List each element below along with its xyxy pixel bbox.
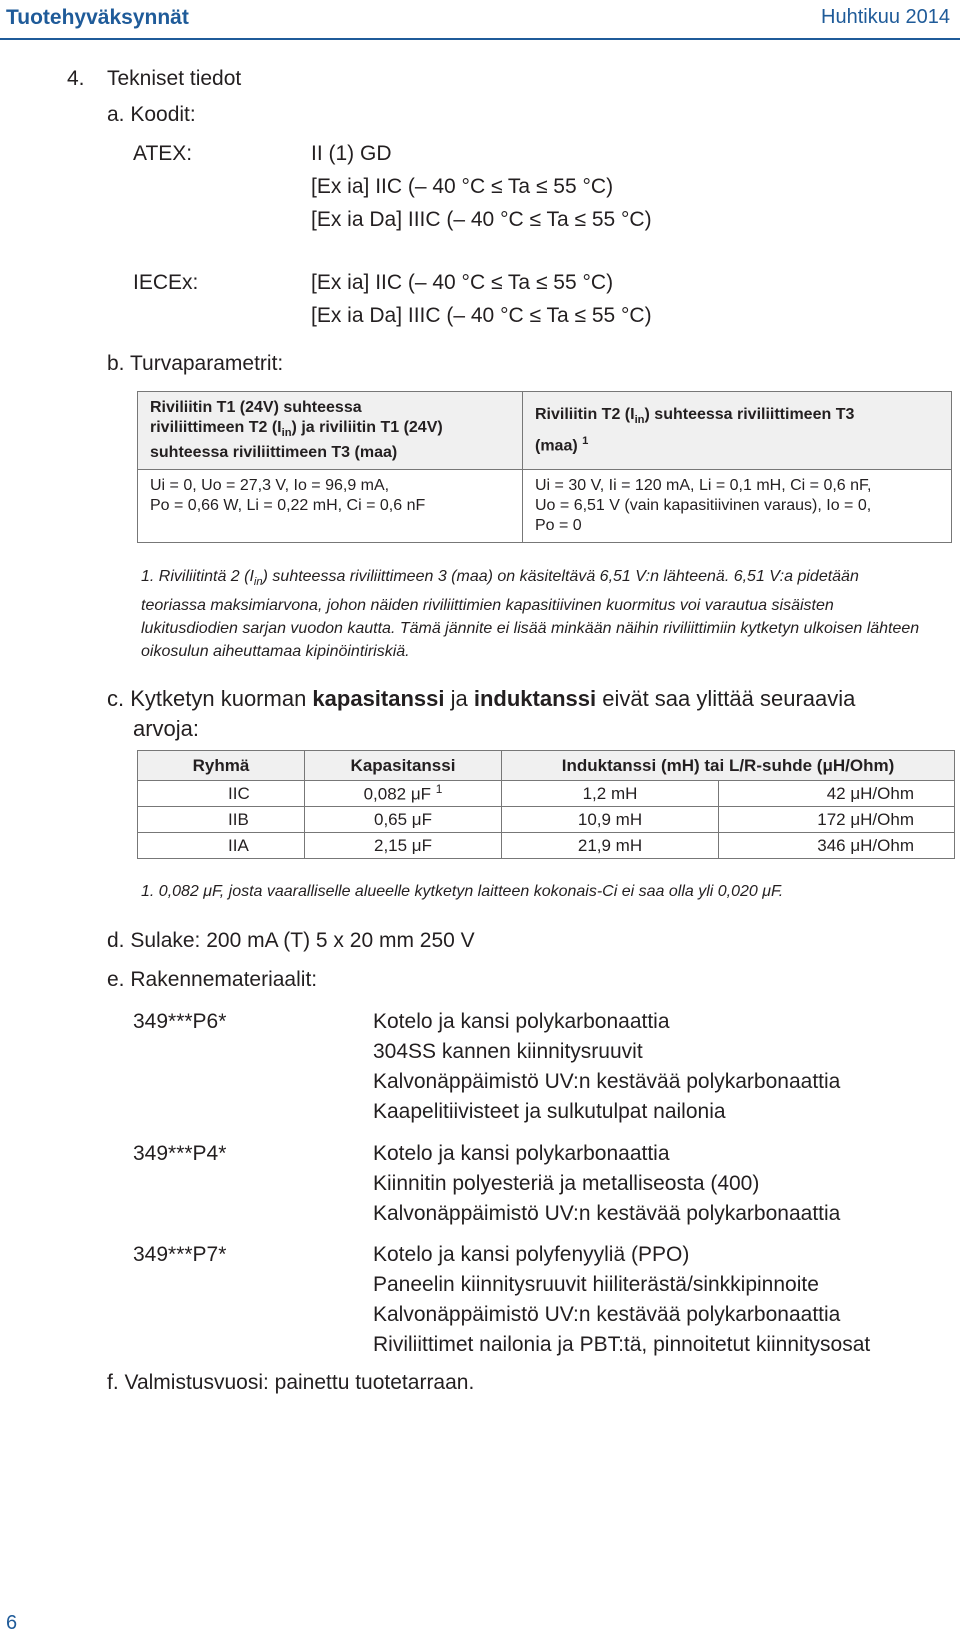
inductance-cell: 1,2 mH xyxy=(502,781,719,807)
safety-col1-header: Riviliitin T1 (24V) suhteessa riviliittimeen T2 $(I_{in})$ ja riviliitin T1 (24V) suhteessa riviliittimeen T3 (maa) xyxy=(138,392,523,470)
safety-col2-value: Ui = 30 V, Ii = 120 mA, Li = 0,1 mH, Ci = 0,6 nF, Uo = 6,51 V (vain kapasitiivinen varaus), Io = 0, Po = 0 xyxy=(523,470,952,543)
material-line: Riviliittimet nailonia ja PBT:tä, pinnoitetut kiinnitysosat xyxy=(373,1333,871,1356)
table-header-row xyxy=(138,751,955,781)
safety-label: b. Turvaparametrit: xyxy=(107,352,284,375)
fuse-spec: d. Sulake: 200 mA (T) 5 x 20 mm 250 V xyxy=(107,929,475,952)
material-line: Kaapelitiivisteet ja sulkutulpat nailonia xyxy=(373,1100,726,1123)
material-line: Kotelo ja kansi polykarbonaattia xyxy=(373,1142,670,1165)
col-header-capacitance: Kapasitanssi xyxy=(305,751,502,781)
iecex-label: IECEx: xyxy=(133,271,199,294)
group-cell: IIC xyxy=(138,781,305,807)
col-header-group: Ryhmä xyxy=(138,751,305,781)
col-header-inductance: Induktanssi (mH) tai L/R-suhde (μH/Ohm) xyxy=(502,751,955,781)
load-intro-cont: arvoja: xyxy=(133,716,200,741)
table-row xyxy=(138,807,955,833)
group-cell: IIB xyxy=(138,807,305,833)
material-code: 349***P7* xyxy=(133,1243,227,1266)
atex-line: [Ex ia] IIC (– 40 °C ≤ Ta ≤ 55 °C) xyxy=(311,175,614,198)
safety-parameters-table xyxy=(137,391,952,543)
load-values-table xyxy=(137,750,955,859)
material-code: 349***P4* xyxy=(133,1142,227,1165)
material-line: Kalvonäppäimistö UV:n kestävää polykarbonaattia xyxy=(373,1202,841,1225)
lr-ratio-cell: 172 μH/Ohm xyxy=(719,807,955,833)
table-row xyxy=(138,781,955,807)
inductance-cell: 21,9 mH xyxy=(502,833,719,859)
atex-label: ATEX: xyxy=(133,142,193,165)
atex-line: II (1) GD xyxy=(311,142,392,165)
header-title: Tuotehyväksynnät xyxy=(6,6,189,29)
material-code: 349***P6* xyxy=(133,1010,227,1033)
material-line: Kiinnitin polyesteriä ja metalliseosta (400) xyxy=(373,1172,760,1195)
material-line: 304SS kannen kiinnitysruuvit xyxy=(373,1040,643,1063)
table-row xyxy=(138,470,952,543)
section-number: 4. xyxy=(67,67,85,90)
iecex-line: [Ex ia Da] IIIC (– 40 °C ≤ Ta ≤ 55 °C) xyxy=(311,304,652,327)
table-header-row xyxy=(138,392,952,470)
header-date: Huhtikuu 2014 xyxy=(821,6,950,28)
safety-col2-header: Riviliitin T2 $(I_{in})$ suhteessa riviliittimeen T3 (maa) $^1$ xyxy=(523,392,952,470)
lr-ratio-cell: 346 μH/Ohm xyxy=(719,833,955,859)
material-line: Kalvonäppäimistö UV:n kestävää polykarbonaattia xyxy=(373,1303,841,1326)
table-row xyxy=(138,833,955,859)
load-intro: c. Kytketyn kuorman kapasitanssi ja induktanssi eivät saa ylittää seuraavia xyxy=(107,686,856,711)
material-line: Paneelin kiinnitysruuvit hiiliterästä/sinkkipinnoite xyxy=(373,1273,819,1296)
capacitance-cell: 0,082 μF $^1$ xyxy=(305,781,502,807)
atex-line: [Ex ia Da] IIIC (– 40 °C ≤ Ta ≤ 55 °C) xyxy=(311,208,652,231)
inductance-cell: 10,9 mH xyxy=(502,807,719,833)
manufacture-year: f. Valmistusvuosi: painettu tuotetarraan. xyxy=(107,1371,475,1394)
material-line: Kotelo ja kansi polyfenyyliä (PPO) xyxy=(373,1243,690,1266)
capacitance-cell: 0,65 μF xyxy=(305,807,502,833)
lr-ratio-cell: 42 μH/Ohm xyxy=(719,781,955,807)
material-line: Kalvonäppäimistö UV:n kestävää polykarbonaattia xyxy=(373,1070,841,1093)
material-line: Kotelo ja kansi polykarbonaattia xyxy=(373,1010,670,1033)
section-title: Tekniset tiedot xyxy=(107,67,242,90)
capacitance-cell: 2,15 μF xyxy=(305,833,502,859)
codes-label: a. Koodit: xyxy=(107,103,196,126)
header-divider xyxy=(0,38,960,40)
iecex-line: [Ex ia] IIC (– 40 °C ≤ Ta ≤ 55 °C) xyxy=(311,271,614,294)
safety-footnote: 1. Riviliitintä 2 $(I_{in})$ suhteessa riviliittimeen 3 (maa) on käsiteltävä 6,51 V:n lähteenä. 6,51 V:a pidetään teoriassa maksimiarvona, johon näiden riviliittimien kapasitiivinen kuormitus voi varautua sisäisten lukitusdiodien sarjan vuodon kautta. Tämä jännite ei lisää minkään näihin riviliittimiin kytketyn ulkoisen lähteen oikosulun aiheuttamaa kipinöintiriskiä. xyxy=(141,568,920,661)
materials-label: e. Rakennemateriaalit: xyxy=(107,968,318,991)
group-cell: IIA xyxy=(138,833,305,859)
load-footnote: 1. 0,082 μF, josta vaaralliselle alueelle kytketyn laitteen kokonais-Ci ei saa olla yli 0,020 μF. xyxy=(141,883,784,900)
safety-col1-value: Ui = 0, Uo = 27,3 V, Io = 96,9 mA, Po = 0,66 W, Li = 0,22 mH, Ci = 0,6 nF xyxy=(138,470,523,543)
page-number: 6 xyxy=(6,1612,18,1634)
